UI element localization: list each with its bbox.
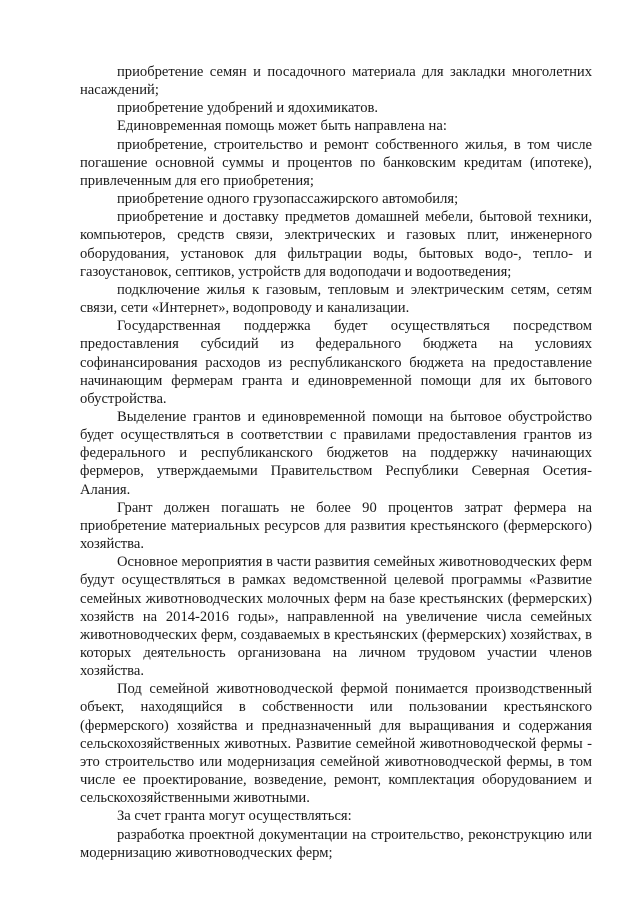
- paragraph: Основное мероприятия в части развития семейных животноводческих ферм будут осуществляться в рамках ведомственной целевой программы «Развитие семейных животноводческих молочных ферм на базе крестьянских (фермерских) хозяйств на 2014-2016 годы», направленной на увеличение числа семейных животноводческих ферм, создаваемых в крестьянских (фермерских) хозяйствах, в которых деятельность организована на личном трудовом участии членов хозяйства.: [80, 554, 592, 680]
- paragraph: Грант должен погашать не более 90 процентов затрат фермера на приобретение материальных ресурсов для развития крестьянского (фермерского) хозяйства.: [80, 499, 592, 553]
- paragraph: приобретение одного грузопассажирского автомобиля;: [117, 191, 459, 208]
- paragraph: приобретение, строительство и ремонт собственного жилья, в том числе погашение основной суммы и процентов по банковским кредитам (ипотеке), привлеченным для его приобретения;: [80, 136, 592, 189]
- paragraph: приобретение и доставку предметов домашней мебели, бытовой техники, компьютеров, средств связи, электрических и газовых плит, инженерного оборудования, установок для фильтрации воды, бытовых водо-, тепло- и газоустановок, септиков, устройств для водоподачи и водоотведения;: [80, 209, 592, 280]
- paragraph: Под семейной животноводческой фермой понимается производственный объект, находящийся в собственности или пользовании крестьянского (фермерского) хозяйства и предназначенный для выращивания и содержания сельскохозяйственных животных. Развитие семейной животноводческой фермы - это строительство или модернизация семейной животноводческой фермы, в том числе ее проектирование, возведение, ремонт, комплектация оборудованием и сельскохозяйственными животными.: [80, 681, 592, 807]
- paragraph: разработка проектной документации на строительство, реконструкцию или модернизацию животноводческих ферм;: [80, 826, 592, 861]
- paragraph: Единовременная помощь может быть направлена на:: [117, 118, 447, 135]
- paragraph: Выделение грантов и единовременной помощи на бытовое обустройство будет осуществляться в соответствии с правилами предоставления грантов из федерального и республиканского бюджетов на поддержку начинающих фермеров, утверждаемыми Правительством Республики Северная Осетия-Алания.: [80, 408, 592, 498]
- paragraph: подключение жилья к газовым, тепловым и электрическим сетям, сетям связи, сети «Интернет», водопроводу и канализации.: [80, 281, 592, 317]
- paragraph: приобретение семян и посадочного материала для закладки многолетних насаждений;: [80, 64, 592, 99]
- paragraph: За счет гранта могут осуществляться:: [117, 808, 352, 825]
- paragraph: Государственная поддержка будет осуществляться посредством предоставления субсидий из федерального бюджета на условиях софинансирования расходов из республиканского бюджета на предоставление начинающим фермерам гранта и единовременной помощи для их бытового обустройства.: [80, 318, 592, 407]
- paragraph: приобретение удобрений и ядохимикатов.: [117, 100, 379, 117]
- document-body: [80, 63, 592, 862]
